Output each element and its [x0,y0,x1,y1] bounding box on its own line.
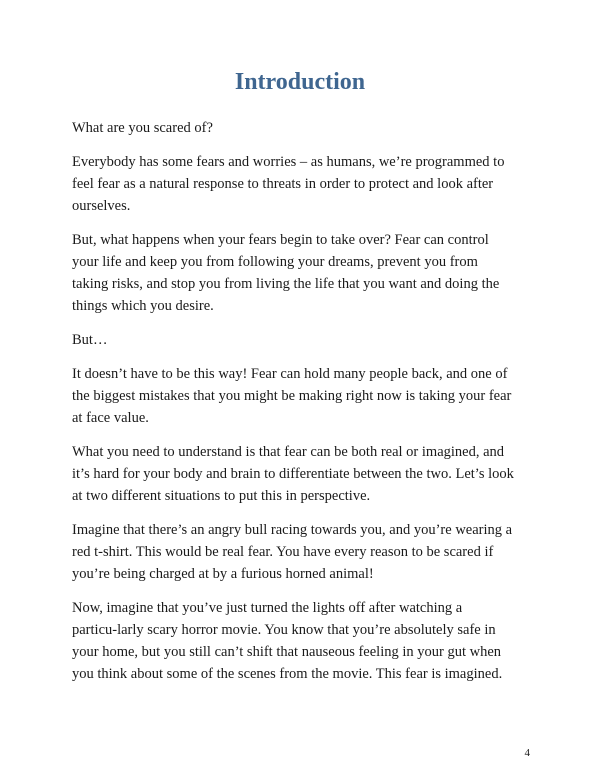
paragraph [72,441,542,507]
paragraph [72,519,542,585]
text-line: feel fear as a natural response to threats in order to protect and look after [72,176,494,192]
page-title: Introduction [234,69,366,95]
text-line: it’s hard for your body and brain to differentiate between the two. Let’s look [72,466,514,482]
paragraph [72,151,542,217]
text-line: things which you desire. [72,298,214,314]
text-line: you think about some of the scenes from the movie. This fear is imagined. [72,666,503,682]
text-line: ourselves. [72,198,131,214]
page-number: 4 [524,747,530,759]
paragraph [72,363,542,429]
text-line: Now, imagine that you’ve just turned the lights off after watching a [72,600,463,616]
text-line: Everybody has some fears and worries – as humans, we’re programmed to [72,154,505,170]
text-line: the biggest mistakes that you might be making right now is taking your fear [72,388,512,404]
text-line: red t-shirt. This would be real fear. You have every reason to be scared if [72,544,494,560]
paragraph [72,329,542,351]
text-line: particu-larly scary horror movie. You know that you’re absolutely safe in [72,622,496,638]
text-line: taking risks, and stop you from living the life that you want and doing the [72,276,500,292]
paragraph [72,597,542,685]
text-line: What you need to understand is that fear can be both real or imagined, and [72,444,505,460]
text-line: at face value. [72,410,149,426]
text-line: But… [72,332,108,348]
text-line: Imagine that there’s an angry bull racing towards you, and you’re wearing a [72,522,513,538]
text-line: at two different situations to put this in perspective. [72,488,371,504]
text-line: But, what happens when your fears begin to take over? Fear can control [72,232,489,248]
text-line: your home, but you still can’t shift that nauseous feeling in your gut when [72,644,502,660]
body-text [72,117,542,697]
text-line: you’re being charged at by a furious horned animal! [72,566,374,582]
text-line: It doesn’t have to be this way! Fear can hold many people back, and one of [72,366,508,382]
text-line: your life and keep you from following your dreams, prevent you from [72,254,478,270]
paragraph [72,229,542,317]
text-line: What are you scared of? [72,120,213,136]
paragraph [72,117,542,139]
